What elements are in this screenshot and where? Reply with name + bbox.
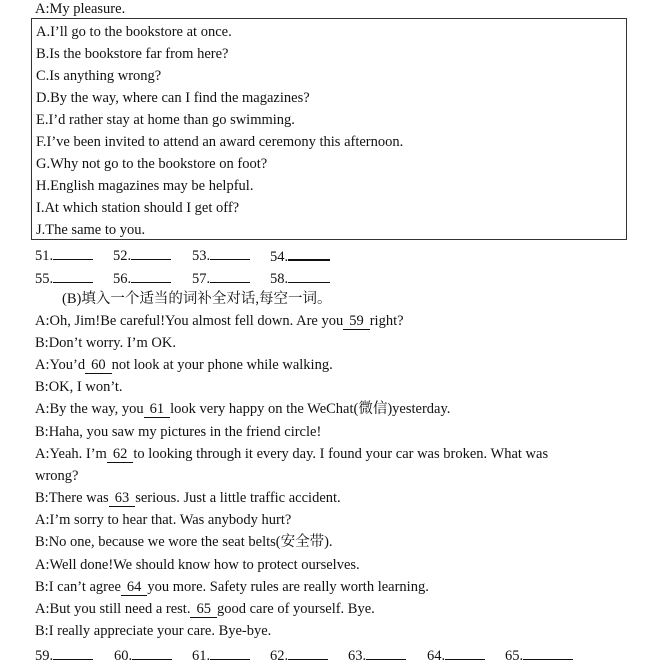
dialogue-line-3: A:You’d 60 not look at your phone while walking. [35,357,333,373]
dialogue-line-10: B:No one, because we wore the seat belts(安全带). [35,534,333,550]
blank-59[interactable]: 59 [343,313,370,330]
dialogue-line-9: A:I’m sorry to hear that. Was anybody hurt? [35,512,292,528]
dialogue-line-12: B:I can’t agree 64 you more. Safety rules are really worth learning. [35,579,429,595]
answer-blank-61[interactable]: 61. [192,645,250,665]
section-b-title: (B)填入一个适当的词补全对话,每空一词。 [62,291,332,307]
option-d: D.By the way, where can I find the magazines? [36,90,310,106]
answer-blank-55[interactable]: 55. [35,268,93,288]
option-j: J.The same to you. [36,222,146,238]
answer-blank-64[interactable]: 64. [427,645,485,665]
dialogue-line-5: A:By the way, you 61 look very happy on the WeChat(微信)yesterday. [35,401,451,417]
option-f: F.I’ve been invited to attend an award ceremony this afternoon. [36,134,404,150]
dialogue-line-4: B:OK, I won’t. [35,379,123,395]
option-g: G.Why not go to the bookstore on foot? [36,156,268,172]
answer-blank-62[interactable]: 62. [270,645,328,665]
dialogue-line-14: B:I really appreciate your care. Bye-bye. [35,623,272,639]
answer-blank-54[interactable]: 54. [270,245,330,266]
dialogue-line-7-continued: wrong? [35,468,79,484]
blank-64[interactable]: 64 [121,579,148,596]
dialogue-line-11: A:Well done!We should know how to protect ourselves. [35,557,360,573]
blank-61[interactable]: 61 [144,401,171,418]
answer-blank-56[interactable]: 56. [113,268,171,288]
options-box [31,18,627,240]
answer-blank-58[interactable]: 58. [270,268,330,288]
option-b: B.Is the bookstore far from here? [36,46,229,62]
blank-60[interactable]: 60 [85,357,112,374]
blank-62[interactable]: 62 [107,446,134,463]
answer-blank-63[interactable]: 63. [348,645,406,665]
option-a: A.I’ll go to the bookstore at once. [36,24,232,40]
option-e: E.I’d rather stay at home than go swimming. [36,112,295,128]
answer-blank-51[interactable]: 51. [35,245,93,265]
dialogue-line-13: A:But you still need a rest. 65 good care of yourself. Bye. [35,601,375,617]
dialogue-line-2: B:Don’t worry. I’m OK. [35,335,176,351]
blank-65[interactable]: 65 [190,601,217,618]
answer-blank-65[interactable]: 65. [505,645,573,665]
dialogue-line-1: A:Oh, Jim!Be careful!You almost fell down. Are you 59 right? [35,313,404,329]
dialogue-line-6: B:Haha, you saw my pictures in the friend circle! [35,424,322,440]
dialogue-line-7: A:Yeah. I’m 62 to looking through it every day. I found your car was broken. What was [35,446,549,462]
answer-blank-52[interactable]: 52. [113,245,171,265]
answer-blank-53[interactable]: 53. [192,245,250,265]
option-c: C.Is anything wrong? [36,68,162,84]
dialogue-line-a-pleasure: A:My pleasure. [35,1,126,17]
answer-blank-57[interactable]: 57. [192,268,250,288]
answer-blank-60[interactable]: 60. [114,645,172,665]
option-i: I.At which station should I get off? [36,200,240,216]
option-h: H.English magazines may be helpful. [36,178,254,194]
answer-blank-59[interactable]: 59. [35,645,93,665]
blank-63[interactable]: 63 [109,490,136,507]
dialogue-line-8: B:There was 63 serious. Just a little traffic accident. [35,490,341,506]
